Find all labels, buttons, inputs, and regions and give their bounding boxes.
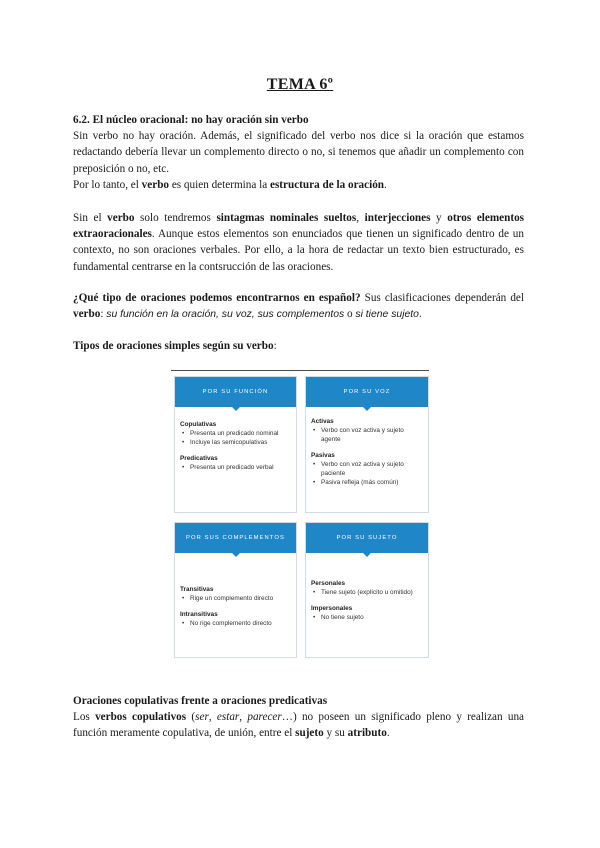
text: .: [386, 727, 390, 740]
pointer-icon: [232, 407, 240, 411]
list-item: • No rige complemento directo: [190, 619, 293, 628]
list-item: • Pasiva refleja (más común): [321, 478, 425, 487]
section-heading: 6.2. El núcleo oracional: no hay oración sin verbo: [73, 114, 309, 126]
card-header-label: POR SUS COMPLEMENTOS: [186, 535, 285, 541]
divider: [171, 370, 429, 371]
text: solo tendremos: [134, 212, 217, 224]
bold-text: verbos copulativos: [95, 711, 187, 724]
bold-text: verbo: [73, 308, 101, 321]
italic-text: ser: [195, 711, 209, 724]
text: (: [186, 711, 196, 724]
paragraph-1: Sin verbo no hay oración. Además, el significado del verbo nos dice si la oración que estamos redactando debería llevar un complemento directo o no, si tenemos que añadir un complemento con preposición o no, etc.: [73, 130, 524, 175]
group-title: Activas: [311, 418, 334, 425]
group-list: [180, 594, 293, 603]
text: Sin el: [73, 212, 108, 224]
group-title: Predicativas: [180, 455, 218, 462]
italic-text: si tiene sujeto: [355, 309, 419, 321]
group-list: [180, 463, 293, 472]
pointer-icon: [363, 553, 371, 557]
group-list: [311, 426, 425, 444]
bold-text: interjecciones: [364, 212, 431, 224]
pointer-icon: [363, 407, 371, 411]
card-body: [311, 579, 425, 622]
card-header: [306, 523, 428, 553]
section2-heading: Oraciones copulativas frente a oraciones predicativas: [73, 695, 328, 707]
page-title: TEMA 6º: [266, 76, 334, 93]
bold-text: verbo: [107, 212, 135, 224]
section-intro: [73, 112, 524, 193]
text: y su: [323, 727, 348, 740]
group-list: [311, 460, 425, 487]
group-title: Intransitivas: [180, 611, 218, 618]
bold-text: estructura de la oración: [269, 178, 385, 191]
text: y: [430, 212, 448, 224]
text: Los: [73, 711, 96, 724]
card-header: [306, 377, 428, 407]
list-item: • Rige un complemento directo: [190, 594, 293, 603]
tipos-heading: [73, 338, 524, 354]
bold-text: verbo: [141, 178, 170, 191]
text: es quien determina la: [169, 178, 270, 191]
classification-diagram: [171, 370, 429, 660]
paragraph-copulativas: [73, 709, 524, 741]
card-complementos: [174, 522, 297, 658]
card-voz: [305, 376, 429, 513]
text: ,: [208, 711, 217, 724]
text: .: [384, 178, 387, 191]
pointer-icon: [232, 553, 240, 557]
paragraph-question: [73, 290, 524, 323]
italic-text: su función en la oración, su voz, sus complementos: [106, 309, 345, 321]
list-item: • Verbo con voz activa y sujeto paciente: [321, 460, 425, 478]
group-title: Pasivas: [311, 452, 335, 459]
italic-text: estar: [216, 711, 240, 724]
card-header-label: POR SU VOZ: [343, 389, 391, 395]
group-title: Transitivas: [180, 586, 214, 593]
text: Sus clasificaciones dependerán del: [360, 292, 524, 304]
bold-text: Tipos de oraciones simples según su verbo: [73, 340, 274, 352]
card-header: [175, 377, 296, 407]
paragraph-2: [73, 177, 524, 193]
card-sujeto: [305, 522, 429, 658]
bold-text: sujeto: [295, 727, 324, 740]
group-title: Personales: [311, 580, 346, 587]
bold-question: ¿Qué tipo de oraciones podemos encontrarnos en español?: [73, 292, 361, 304]
text: . Aunque estos elementos son enunciados que tienen un significado dentro de un contexto, no son oraciones verbales. Por ello, a la hora de redactar un texto bien estructurado, es fundamental centrarse en la contsrucción de las oraciones.: [73, 228, 524, 273]
text: :: [273, 340, 277, 352]
group-list: [180, 429, 293, 447]
bold-text: sintagmas nominales sueltos: [216, 212, 357, 224]
section-copulativas: [73, 693, 524, 742]
card-body: [311, 417, 425, 487]
text: …) no poseen un significado pleno y realizan una función meramente copulativa, de unión, entre el: [73, 711, 525, 740]
group-list: [311, 588, 425, 597]
text: :: [100, 308, 107, 321]
list-item: • Presenta un predicado verbal: [190, 463, 293, 472]
italic-text: parecer: [247, 711, 282, 724]
text: ,: [356, 212, 365, 224]
text: ,: [239, 711, 248, 724]
group-title: Impersonales: [311, 605, 353, 612]
list-item: • No tiene sujeto: [321, 613, 425, 622]
text: o: [344, 308, 356, 321]
card-body: [180, 420, 293, 472]
list-item: • Incluye las semicopulativas: [190, 438, 293, 447]
text: Por lo tanto, el: [73, 178, 142, 191]
group-title: Copulativas: [180, 421, 217, 428]
paragraph-3: [73, 210, 524, 275]
card-header: [175, 523, 296, 553]
card-header-label: POR SU SUJETO: [336, 535, 398, 541]
list-item: • Tiene sujeto (explícito u omitido): [321, 588, 425, 597]
bold-text: otros elementos extraoracionales: [73, 212, 525, 241]
group-list: [311, 613, 425, 622]
card-funcion: [174, 376, 297, 513]
bold-text: atributo: [347, 727, 387, 740]
card-body: [180, 585, 293, 628]
card-header-label: POR SU FUNCIÓN: [202, 389, 269, 395]
list-item: • Presenta un predicado nominal: [190, 429, 293, 438]
list-item: • Verbo con voz activa y sujeto agente: [321, 426, 425, 444]
text: .: [418, 308, 422, 321]
group-list: [180, 619, 293, 628]
